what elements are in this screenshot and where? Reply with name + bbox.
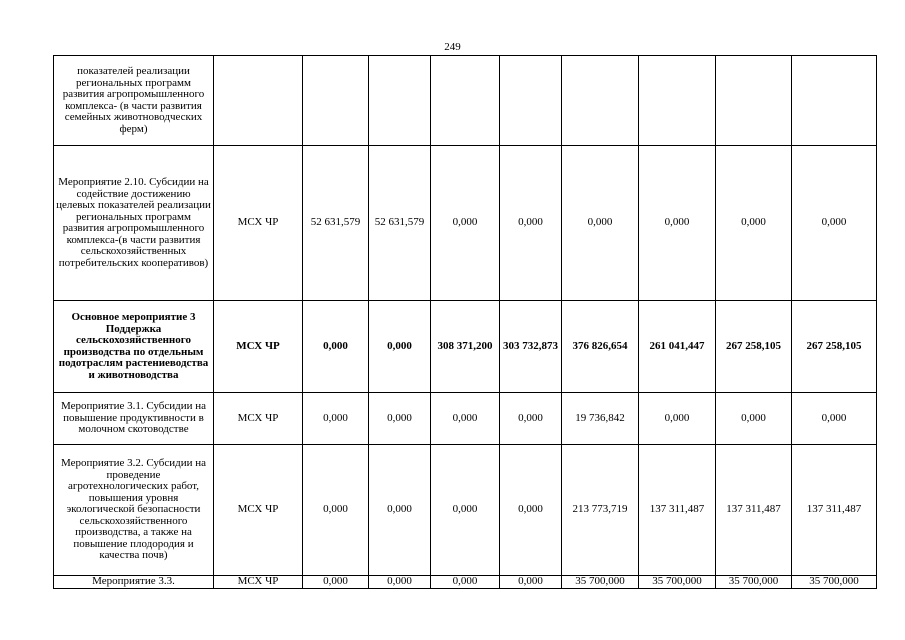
value-cell: 0,000 bbox=[500, 445, 562, 576]
value-cell: 303 732,873 bbox=[500, 301, 562, 393]
measure-name-cell: Мероприятие 3.2. Субсидии на проведение агротехнологических работ, повышения уровня экологической безопасности сельскохозяйственного производства, а также на повышение плодородия и качества почв) bbox=[54, 445, 214, 576]
value-cell bbox=[639, 56, 716, 146]
executor-cell: МСХ ЧР bbox=[214, 393, 303, 445]
value-cell: 0,000 bbox=[792, 393, 877, 445]
budget-table bbox=[53, 55, 877, 589]
value-cell: 0,000 bbox=[562, 146, 639, 301]
measure-name-cell: Мероприятие 3.1. Субсидии на повышение продуктивности в молочном скотоводстве bbox=[54, 393, 214, 445]
value-cell: 0,000 bbox=[500, 393, 562, 445]
value-cell: 0,000 bbox=[639, 146, 716, 301]
value-cell: 267 258,105 bbox=[792, 301, 877, 393]
table-row bbox=[54, 301, 877, 393]
measure-name-cell: Мероприятие 2.10. Субсидии на содействие достижению целевых показателей реализации региональных программ развития агропромышленного комплекса-(в части развития сельскохозяйственных потребительских кооперативов) bbox=[54, 146, 214, 301]
value-cell: 19 736,842 bbox=[562, 393, 639, 445]
value-cell: 137 311,487 bbox=[716, 445, 792, 576]
value-cell bbox=[303, 56, 369, 146]
page-number: 249 bbox=[444, 41, 461, 53]
executor-cell: МСХ ЧР bbox=[214, 301, 303, 393]
value-cell: 267 258,105 bbox=[716, 301, 792, 393]
value-cell: 0,000 bbox=[500, 146, 562, 301]
value-cell bbox=[500, 56, 562, 146]
table-row bbox=[54, 576, 877, 589]
value-cell: 261 041,447 bbox=[639, 301, 716, 393]
executor-cell: МСХ ЧР bbox=[214, 146, 303, 301]
measure-name-cell: показателей реализации региональных программ развития агропромышленного комплекса- (в части развития семейных животноводческих ферм) bbox=[54, 56, 214, 146]
value-cell: 0,000 bbox=[369, 445, 431, 576]
value-cell: 35 700,000 bbox=[716, 576, 792, 589]
value-cell: 0,000 bbox=[431, 576, 500, 589]
table-row bbox=[54, 393, 877, 445]
measure-name-cell: Мероприятие 3.3. bbox=[54, 576, 214, 589]
value-cell: 35 700,000 bbox=[792, 576, 877, 589]
table-row bbox=[54, 56, 877, 146]
value-cell bbox=[562, 56, 639, 146]
value-cell: 213 773,719 bbox=[562, 445, 639, 576]
value-cell: 0,000 bbox=[431, 146, 500, 301]
value-cell: 137 311,487 bbox=[639, 445, 716, 576]
value-cell: 0,000 bbox=[431, 445, 500, 576]
value-cell bbox=[369, 56, 431, 146]
value-cell: 35 700,000 bbox=[562, 576, 639, 589]
value-cell: 376 826,654 bbox=[562, 301, 639, 393]
executor-cell: МСХ ЧР bbox=[214, 445, 303, 576]
value-cell bbox=[792, 56, 877, 146]
value-cell: 35 700,000 bbox=[639, 576, 716, 589]
executor-cell bbox=[214, 56, 303, 146]
value-cell: 0,000 bbox=[369, 301, 431, 393]
value-cell: 0,000 bbox=[369, 393, 431, 445]
value-cell bbox=[716, 56, 792, 146]
executor-cell: МСХ ЧР bbox=[214, 576, 303, 589]
table-row bbox=[54, 146, 877, 301]
value-cell: 0,000 bbox=[500, 576, 562, 589]
value-cell: 0,000 bbox=[716, 146, 792, 301]
measure-name-cell: Основное мероприятие 3 Поддержка сельскохозяйственного производства по отдельным подотраслям растениеводства и животноводства bbox=[54, 301, 214, 393]
value-cell: 0,000 bbox=[369, 576, 431, 589]
value-cell: 0,000 bbox=[303, 445, 369, 576]
value-cell: 0,000 bbox=[303, 576, 369, 589]
value-cell: 137 311,487 bbox=[792, 445, 877, 576]
value-cell: 0,000 bbox=[303, 301, 369, 393]
value-cell: 0,000 bbox=[792, 146, 877, 301]
value-cell: 52 631,579 bbox=[369, 146, 431, 301]
value-cell: 0,000 bbox=[303, 393, 369, 445]
value-cell: 0,000 bbox=[431, 393, 500, 445]
value-cell bbox=[431, 56, 500, 146]
table-row bbox=[54, 445, 877, 576]
value-cell: 0,000 bbox=[639, 393, 716, 445]
value-cell: 0,000 bbox=[716, 393, 792, 445]
value-cell: 308 371,200 bbox=[431, 301, 500, 393]
value-cell: 52 631,579 bbox=[303, 146, 369, 301]
